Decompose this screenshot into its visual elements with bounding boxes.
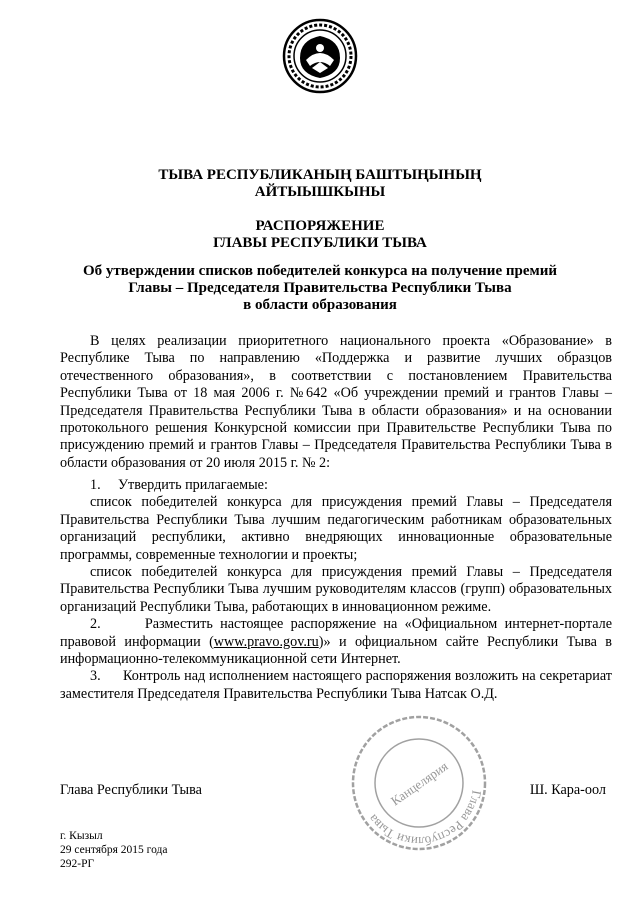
document-subject [0,263,640,314]
item-3-number: 3. [90,668,101,685]
item-1 [60,477,612,494]
doc-type-line2: ГЛАВЫ РЕСПУБЛИКИ ТЫВА [213,235,427,251]
item-1-number: 1. [90,477,101,493]
subject-line1: Об утверждении списков победителей конкурса на получение премий [83,263,557,279]
item-1-sub-1: список победителей конкурса для присуждения премий Главы – Председателя Правительства Республики Тыва лучшим педагогическим работникам образовательных организаций республики, активно внедряющих инновационные образовательные программы, современные технологии и проекты; [60,494,612,563]
signatory-name: Ш. Кара-оол [529,782,606,798]
document-type-title [0,218,640,252]
subject-line3: в области образования [243,297,397,313]
coat-of-arms-emblem [282,18,358,94]
footer-date: 29 сентября 2015 года [60,844,168,856]
stamp-inner-text: Канцелярия [388,758,451,809]
item-2 [60,616,612,668]
item-2-number: 2. [90,616,101,633]
stamp-outer-text: Глава Республики Тыва [364,789,485,850]
signatory-position: Глава Республики Тыва [60,782,202,798]
subject-line2: Главы – Председателя Правительства Республики Тыва [128,280,512,296]
official-stamp [348,712,490,854]
footer-city: г. Кызыл [60,830,103,842]
footer-number: 292-РГ [60,858,95,870]
tuvan-title [0,167,640,201]
doc-type-line1: РАСПОРЯЖЕНИЕ [255,218,385,234]
intro-text: В целях реализации приоритетного национального проекта «Образование» в Республике Тыва по направлению «Поддержка и развитие лучших образцов отечественного образования», в соответствии с постановлением Правительства Республики Тыва от 18 мая 2006 г. №642 «Об учреждении премий и грантов Главы – Председателя Правительства Республики Тыва в области образования» и на основании протокольного решения Конкурсной комиссии при Правительстве Республики Тыва по присуждению премий и грантов Главы – Председателя Правительства Республики Тыва в области образования от 20 июля 2015 г. № 2: [60,333,612,471]
item-1-text: Утвердить прилагаемые: [118,477,268,493]
intro-paragraph [60,333,612,472]
item-1-sub-2: список победителей конкурса для присуждения премий Главы – Председателя Правительства Республики Тыва лучшим руководителям классов (групп) образовательных организаций Республики Тыва, работающих в инновационном режиме. [60,564,612,615]
document-footer [60,829,168,871]
item-2-text-after: )» и официальном сайте Республики Тыва в информационно-телекоммуникационной сети Интернет. [60,633,612,668]
tuvan-title-line1: ТЫВА РЕСПУБЛИКАНЫҢ БАШТЫҢЫНЫҢ [158,167,482,183]
resolution-items [60,477,612,703]
item-2-text-before: Разместить настоящее распоряжение на «Официальном интернет-портале правовой информации ( [60,616,613,650]
item-3 [60,668,612,703]
item-3-text: Контроль над исполнением настоящего распоряжения возложить на секретариат заместителя Председателя Правительства Республики Тыва Натсак О.Д. [60,668,612,702]
pravo-link[interactable]: www.pravo.gov.ru [213,633,319,650]
tuvan-title-line2: АЙТЫЫШКЫНЫ [254,184,386,200]
